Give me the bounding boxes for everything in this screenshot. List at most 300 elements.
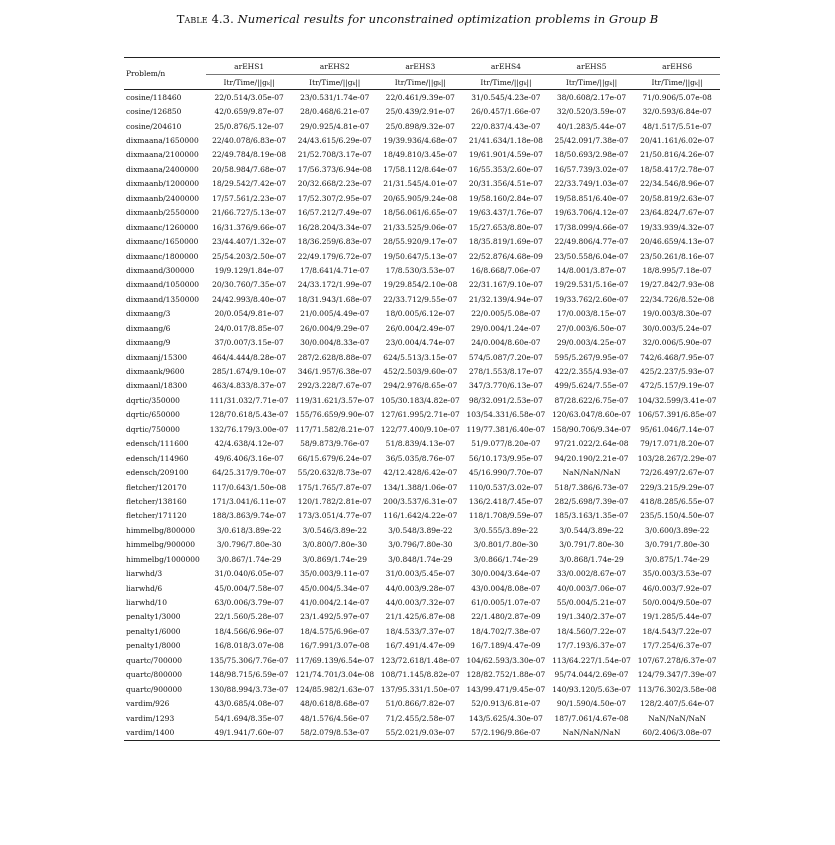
- result-cell: 171/3.041/6.11e-07: [212, 496, 287, 506]
- result-cell: 35/0.003/9.11e-07: [300, 569, 370, 579]
- solver-header-2: arEHS2: [292, 58, 378, 75]
- solver-header-1: arEHS1: [206, 58, 292, 75]
- subheader-4: Itr/Time/||gₖ||: [463, 75, 549, 90]
- result-cell: 17/7.254/6.37e-07: [642, 641, 712, 651]
- result-cell: 63/0.006/3.79e-07: [214, 598, 284, 608]
- result-cell: 31/0.003/5.45e-07: [385, 569, 455, 579]
- problem-cell: dixmaana/1650000: [126, 136, 199, 146]
- result-cell: 18/4.566/6.96e-07: [214, 626, 284, 636]
- result-cell: 20/65.905/9.24e-08: [383, 193, 458, 203]
- result-cell: 23/44.407/1.32e-07: [212, 237, 287, 247]
- table-row: [124, 465, 720, 479]
- result-cell: 16/55.353/2.60e-07: [468, 164, 543, 174]
- result-cell: 3/0.875/1.74e-29: [644, 554, 710, 564]
- solver-header-4: arEHS4: [463, 58, 549, 75]
- result-cell: 24/43.615/6.29e-07: [297, 136, 372, 146]
- result-cell: 3/0.618/3.89e-22: [216, 525, 282, 535]
- result-cell: 16/57.212/7.49e-07: [297, 208, 372, 218]
- result-cell: 21/66.727/5.13e-07: [212, 208, 287, 218]
- problem-cell: fletcher/120170: [126, 482, 187, 492]
- table-row: [124, 437, 720, 451]
- result-cell: 21/1.425/6.87e-08: [385, 612, 455, 622]
- result-cell: 22/49.806/4.77e-07: [554, 237, 629, 247]
- result-cell: 23/1.492/5.97e-07: [300, 612, 370, 622]
- result-cell: 45/0.004/7.58e-07: [214, 583, 284, 593]
- problem-cell: edensch/111600: [126, 439, 189, 449]
- problem-cell: quartc/800000: [126, 670, 183, 680]
- result-cell: 42/0.659/9.87e-07: [214, 107, 284, 117]
- result-cell: 51/8.839/4.13e-07: [385, 439, 455, 449]
- result-cell: 188/3.863/9.74e-07: [212, 511, 287, 521]
- result-cell: 173/3.051/4.77e-07: [297, 511, 372, 521]
- problem-cell: dixmaanc/1800000: [126, 251, 199, 261]
- problem-cell: dixmaang/3: [126, 309, 171, 319]
- result-cell: 21/33.525/9.06e-07: [383, 222, 458, 232]
- problem-cell: dixmaanb/2550000: [126, 208, 200, 218]
- result-cell: 52/0.913/6.81e-07: [471, 699, 541, 709]
- result-cell: 18/36.259/6.83e-07: [297, 237, 372, 247]
- result-cell: 25/42.091/7.38e-07: [554, 136, 629, 146]
- result-cell: 119/31.621/3.57e-07: [295, 395, 375, 405]
- problem-cell: liarwhd/10: [126, 598, 167, 608]
- solver-header-5: arEHS5: [549, 58, 635, 75]
- table-row: [124, 422, 720, 436]
- result-cell: 187/7.061/4.67e-08: [554, 713, 629, 723]
- result-cell: 110/0.537/3.02e-07: [468, 482, 543, 492]
- result-cell: 18/29.542/7.42e-07: [212, 179, 287, 189]
- problem-cell: dixmaang/9: [126, 338, 171, 348]
- table-row: [124, 364, 720, 378]
- result-cell: 21/0.005/4.49e-07: [300, 309, 370, 319]
- result-cell: 742/6.468/7.95e-07: [640, 352, 715, 362]
- result-cell: 113/64.227/1.54e-07: [552, 655, 631, 665]
- results-table: [124, 58, 720, 741]
- result-cell: 42/4.638/4.12e-07: [214, 439, 284, 449]
- problem-cell: dixmaand/1050000: [126, 280, 200, 290]
- problem-cell: liarwhd/6: [126, 583, 163, 593]
- problem-cell: vardim/926: [126, 699, 170, 709]
- result-cell: 17/38.099/4.66e-07: [554, 222, 629, 232]
- table-row: [124, 162, 720, 176]
- result-cell: 79/17.071/8.20e-07: [640, 439, 715, 449]
- problem-cell: dixmaang/6: [126, 323, 171, 333]
- result-cell: 20/30.760/7.35e-07: [212, 280, 287, 290]
- result-cell: 463/4.833/8.37e-07: [212, 381, 287, 391]
- problem-cell: dqrtic/350000: [126, 395, 180, 405]
- result-cell: 25/0.439/2.91e-07: [385, 107, 455, 117]
- result-cell: 287/2.628/8.88e-07: [297, 352, 372, 362]
- table-row: [124, 480, 720, 494]
- result-cell: 14/8.001/3.87e-07: [556, 265, 627, 275]
- result-cell: 87/28.622/6.75e-07: [554, 395, 629, 405]
- result-cell: 45/16.990/7.70e-07: [468, 468, 543, 478]
- table-body: [124, 90, 720, 741]
- result-cell: 3/0.867/1.74e-29: [216, 554, 282, 564]
- result-cell: 36/5.035/8.76e-07: [385, 453, 455, 463]
- result-cell: 17/57.561/2.23e-07: [212, 193, 287, 203]
- result-cell: 30/0.004/8.33e-07: [300, 338, 370, 348]
- table-row: [124, 725, 720, 740]
- table-row: [124, 191, 720, 205]
- result-cell: 3/0.796/7.80e-30: [388, 540, 453, 550]
- problem-cell: dixmaanc/1260000: [126, 222, 199, 232]
- result-cell: 15/27.653/8.80e-07: [468, 222, 543, 232]
- result-cell: 292/3.228/7.67e-07: [297, 381, 372, 391]
- result-cell: 29/0.003/4.25e-07: [556, 338, 627, 348]
- result-cell: NaN/NaN/NaN: [648, 713, 707, 723]
- table-row: [124, 177, 720, 191]
- result-cell: 32/0.006/5.90e-07: [642, 338, 712, 348]
- result-cell: 200/3.537/6.31e-07: [383, 496, 458, 506]
- table-row: [124, 292, 720, 306]
- result-cell: 19/50.647/5.13e-07: [383, 251, 458, 261]
- result-cell: 120/63.047/8.60e-07: [552, 410, 631, 420]
- table-row: [124, 307, 720, 321]
- result-cell: 17/58.112/8.64e-07: [383, 164, 458, 174]
- table-row: [124, 119, 720, 133]
- result-cell: 3/0.791/7.80e-30: [644, 540, 710, 550]
- result-cell: 24/33.172/1.99e-07: [297, 280, 372, 290]
- result-cell: 148/98.715/6.59e-07: [209, 670, 289, 680]
- result-cell: 42/12.428/6.42e-07: [383, 468, 458, 478]
- problem-cell: himmelbg/1000000: [126, 554, 200, 564]
- result-cell: 16/7.991/3.07e-08: [300, 641, 370, 651]
- result-cell: 17/0.003/8.15e-07: [556, 309, 627, 319]
- result-cell: 95/61.046/7.14e-07: [640, 424, 715, 434]
- result-cell: 294/2.976/8.65e-07: [383, 381, 458, 391]
- result-cell: 137/95.331/1.50e-07: [380, 684, 460, 694]
- problem-cell: dixmaank/9600: [126, 367, 185, 377]
- result-cell: 19/39.936/4.68e-07: [383, 136, 458, 146]
- result-cell: 175/1.765/7.87e-07: [297, 482, 372, 492]
- problem-cell: dixmaanb/1200000: [126, 179, 200, 189]
- subheader-3: Itr/Time/||gₖ||: [378, 75, 464, 90]
- result-cell: 18/4.560/7.22e-07: [556, 626, 627, 636]
- table-row: [124, 696, 720, 710]
- table-row: [124, 595, 720, 609]
- result-cell: 31/0.040/6.05e-07: [214, 569, 284, 579]
- result-cell: 127/61.995/2.71e-07: [380, 410, 460, 420]
- result-cell: 56/10.173/9.95e-07: [468, 453, 543, 463]
- result-cell: 107/67.278/6.37e-07: [637, 655, 717, 665]
- table-row: [124, 90, 720, 105]
- result-cell: 235/5.150/4.50e-07: [640, 511, 715, 521]
- table-row: [124, 379, 720, 393]
- result-cell: 66/15.679/6.24e-07: [297, 453, 372, 463]
- result-cell: 3/0.546/3.89e-22: [302, 525, 367, 535]
- result-cell: 32/0.520/3.59e-07: [556, 107, 627, 117]
- problem-cell: cosine/118460: [126, 92, 182, 102]
- table-row: [124, 350, 720, 364]
- result-cell: 16/7.189/4.47e-09: [471, 641, 541, 651]
- result-cell: 18/4.543/7.22e-07: [642, 626, 712, 636]
- result-cell: 57/2.196/9.86e-07: [463, 725, 549, 740]
- result-cell: 55/0.004/5.21e-07: [556, 598, 627, 608]
- result-cell: 18/31.943/1.68e-07: [297, 294, 372, 304]
- result-cell: 58/2.079/8.53e-07: [292, 725, 378, 740]
- result-cell: 624/5.513/3.15e-07: [383, 352, 458, 362]
- result-cell: 31/0.545/4.23e-07: [471, 92, 541, 102]
- result-cell: 19/9.129/1.84e-07: [214, 265, 284, 275]
- problem-cell: dixmaana/2100000: [126, 150, 199, 160]
- problem-column-header: Problem/n: [124, 58, 206, 90]
- result-cell: 22/49.784/8.19e-08: [212, 150, 287, 160]
- result-cell: 16/7.491/4.47e-09: [385, 641, 455, 651]
- table-row: [124, 566, 720, 580]
- result-cell: 40/0.003/7.06e-07: [556, 583, 627, 593]
- table-row: [124, 234, 720, 248]
- result-cell: 19/33.762/2.60e-07: [554, 294, 629, 304]
- result-cell: NaN/NaN/NaN: [549, 725, 635, 740]
- result-cell: 155/76.659/9.90e-07: [295, 410, 375, 420]
- table-caption: [0, 12, 835, 26]
- subheader-1: Itr/Time/||gₖ||: [206, 75, 292, 90]
- table-row: [124, 335, 720, 349]
- result-cell: 71/0.906/5.07e-08: [642, 92, 712, 102]
- result-cell: 22/1.560/5.28e-07: [214, 612, 284, 622]
- problem-cell: quartc/700000: [126, 655, 183, 665]
- result-cell: 21/52.708/3.17e-07: [297, 150, 372, 160]
- problem-cell: himmelbg/900000: [126, 540, 196, 550]
- problem-cell: penalty1/6000: [126, 626, 181, 636]
- table-row: [124, 581, 720, 595]
- problem-cell: himmelbg/800000: [126, 525, 196, 535]
- problem-cell: dixmaanj/15300: [126, 352, 188, 362]
- result-cell: 123/72.618/1.48e-07: [380, 655, 460, 665]
- result-cell: 117/69.139/6.54e-07: [295, 655, 375, 665]
- table-row: [124, 206, 720, 220]
- result-cell: 17/7.193/6.37e-07: [556, 641, 627, 651]
- result-cell: 113/76.302/3.58e-08: [637, 684, 717, 694]
- problem-cell: dixmaanl/18300: [126, 381, 188, 391]
- result-cell: 132/76.179/3.00e-07: [209, 424, 289, 434]
- result-cell: 136/2.418/7.45e-07: [468, 496, 543, 506]
- result-cell: 19/1.285/5.44e-07: [642, 612, 712, 622]
- result-cell: 17/52.307/2.95e-07: [297, 193, 372, 203]
- result-cell: 44/0.003/9.28e-07: [385, 583, 455, 593]
- problem-cell: penalty1/8000: [126, 641, 181, 651]
- result-cell: 26/0.004/2.49e-07: [385, 323, 455, 333]
- problem-cell: fletcher/171120: [126, 511, 187, 521]
- result-cell: 472/5.157/9.19e-07: [640, 381, 715, 391]
- result-cell: 119/77.381/6.40e-07: [466, 424, 546, 434]
- table-row: [124, 263, 720, 277]
- result-cell: 19/1.340/2.37e-07: [556, 612, 627, 622]
- table-row: [124, 711, 720, 725]
- result-cell: 140/93.120/5.63e-07: [552, 684, 631, 694]
- result-cell: 61/0.005/1.07e-07: [471, 598, 541, 608]
- problem-cell: liarwhd/3: [126, 569, 163, 579]
- result-cell: 23/50.261/8.16e-07: [640, 251, 715, 261]
- result-cell: 24/0.017/8.85e-07: [214, 323, 284, 333]
- result-cell: 23/0.004/4.74e-07: [385, 338, 455, 348]
- result-cell: 71/2.455/2.58e-07: [385, 713, 455, 723]
- result-cell: 58/9.873/9.76e-07: [300, 439, 370, 449]
- table-row: [124, 552, 720, 566]
- result-cell: 22/1.480/2.87e-09: [471, 612, 541, 622]
- result-cell: 103/28.267/2.29e-07: [637, 453, 717, 463]
- result-cell: 20/58.984/7.68e-07: [212, 164, 287, 174]
- result-cell: 425/2.237/5.93e-07: [640, 367, 715, 377]
- result-cell: 17/8.641/4.71e-07: [300, 265, 370, 275]
- result-cell: 21/41.634/1.18e-08: [468, 136, 543, 146]
- result-cell: 46/0.003/7.92e-07: [642, 583, 712, 593]
- result-cell: 19/29.531/5.16e-07: [554, 280, 629, 290]
- result-cell: 452/2.503/9.60e-07: [383, 367, 458, 377]
- result-cell: 26/0.004/9.29e-07: [300, 323, 370, 333]
- problem-cell: fletcher/138160: [126, 496, 187, 506]
- result-cell: 499/5.624/7.55e-07: [554, 381, 629, 391]
- result-cell: 60/2.406/3.08e-07: [634, 725, 720, 740]
- result-cell: 3/0.801/7.80e-30: [473, 540, 539, 550]
- result-cell: 3/0.548/3.89e-22: [388, 525, 453, 535]
- result-cell: 22/31.167/9.10e-07: [468, 280, 543, 290]
- result-cell: 18/35.819/1.69e-07: [468, 237, 543, 247]
- result-cell: 464/4.444/8.28e-07: [212, 352, 287, 362]
- result-cell: 16/8.018/3.07e-08: [214, 641, 284, 651]
- result-cell: 49/1.941/7.60e-07: [206, 725, 292, 740]
- result-cell: 49/6.406/3.16e-07: [214, 453, 284, 463]
- table-row: [124, 639, 720, 653]
- result-cell: 229/3.215/9.29e-07: [640, 482, 715, 492]
- problem-cell: dixmaand/300000: [126, 265, 195, 275]
- result-cell: 518/7.386/6.73e-07: [554, 482, 629, 492]
- result-cell: 21/50.816/4.26e-07: [640, 150, 715, 160]
- result-cell: 3/0.869/1.74e-29: [302, 554, 367, 564]
- result-cell: 278/1.553/8.17e-07: [468, 367, 543, 377]
- result-cell: 48/1.576/4.56e-07: [300, 713, 370, 723]
- result-cell: 19/33.939/4.32e-07: [640, 222, 715, 232]
- result-cell: 104/62.593/3.30e-07: [466, 655, 546, 665]
- table-row: [124, 321, 720, 335]
- result-cell: 43/0.004/8.08e-07: [471, 583, 541, 593]
- result-cell: 20/31.356/4.51e-07: [468, 179, 543, 189]
- result-cell: 40/1.283/5.44e-07: [556, 121, 627, 131]
- result-cell: 19/58.851/6.40e-07: [554, 193, 629, 203]
- result-cell: 20/41.161/6.02e-07: [640, 136, 715, 146]
- result-cell: 30/0.004/3.64e-07: [471, 569, 541, 579]
- result-cell: 24/42.993/8.40e-07: [212, 294, 287, 304]
- subheader-2: Itr/Time/||gₖ||: [292, 75, 378, 90]
- table-row: [124, 133, 720, 147]
- problem-cell: edensch/209100: [126, 468, 189, 478]
- result-cell: 106/57.391/6.85e-07: [637, 410, 717, 420]
- table-caption-label: Table 4.3.: [176, 12, 234, 26]
- problem-cell: dqrtic/750000: [126, 424, 180, 434]
- result-cell: 346/1.957/6.38e-07: [297, 367, 372, 377]
- result-cell: 347/3.770/6.13e-07: [468, 381, 543, 391]
- result-cell: 23/64.824/7.67e-07: [640, 208, 715, 218]
- result-cell: 3/0.800/7.80e-30: [302, 540, 367, 550]
- table-row: [124, 610, 720, 624]
- table-row: [124, 249, 720, 263]
- result-cell: 20/58.819/2.63e-07: [640, 193, 715, 203]
- result-cell: 28/55.920/9.17e-07: [383, 237, 458, 247]
- problem-cell: quartc/900000: [126, 684, 183, 694]
- subheader-6: Itr/Time/||gₖ||: [634, 75, 720, 90]
- result-cell: 72/26.497/2.67e-07: [640, 468, 715, 478]
- result-cell: 116/1.642/4.22e-07: [383, 511, 458, 521]
- problem-cell: dixmaanb/2400000: [126, 193, 200, 203]
- problem-cell: dixmaanc/1650000: [126, 237, 199, 247]
- table-row: [124, 668, 720, 682]
- result-cell: 55/20.632/8.73e-07: [297, 468, 372, 478]
- result-cell: 18/56.061/6.65e-07: [383, 208, 458, 218]
- result-cell: 43/0.685/4.08e-07: [214, 699, 284, 709]
- problem-cell: dixmaana/2400000: [126, 164, 199, 174]
- result-cell: 23/50.558/6.04e-07: [554, 251, 629, 261]
- table-row: [124, 682, 720, 696]
- result-cell: 111/31.032/7.71e-07: [209, 395, 289, 405]
- result-cell: 29/0.925/4.81e-07: [300, 121, 370, 131]
- result-cell: 28/0.468/6.21e-07: [300, 107, 370, 117]
- result-cell: 37/0.007/3.15e-07: [214, 338, 284, 348]
- result-cell: 19/29.854/2.10e-08: [383, 280, 458, 290]
- problem-cell: cosine/126850: [126, 107, 182, 117]
- result-cell: 19/61.901/4.59e-07: [468, 150, 543, 160]
- problem-cell: penalty1/3000: [126, 612, 181, 622]
- result-cell: 19/63.706/4.12e-07: [554, 208, 629, 218]
- result-cell: 128/70.618/5.43e-07: [209, 410, 289, 420]
- result-cell: 120/1.782/2.81e-07: [297, 496, 372, 506]
- result-cell: 158/90.706/9.34e-07: [552, 424, 631, 434]
- result-cell: 23/0.531/1.74e-07: [300, 92, 370, 102]
- table-row: [124, 653, 720, 667]
- table-row: [124, 624, 720, 638]
- result-cell: 117/0.643/1.50e-08: [212, 482, 287, 492]
- problem-cell: vardim/1293: [126, 713, 175, 723]
- result-cell: 3/0.796/7.80e-30: [216, 540, 282, 550]
- result-cell: 50/0.004/9.50e-07: [642, 598, 712, 608]
- table-row: [124, 523, 720, 537]
- result-cell: 26/0.457/1.66e-07: [471, 107, 541, 117]
- result-cell: 18/0.005/6.12e-07: [385, 309, 455, 319]
- result-cell: 17/8.530/3.53e-07: [385, 265, 455, 275]
- subheader-5: Itr/Time/||gₖ||: [549, 75, 635, 90]
- result-cell: 51/9.077/8.20e-07: [471, 439, 541, 449]
- result-cell: 16/31.376/9.66e-07: [212, 222, 287, 232]
- result-cell: 22/0.837/4.43e-07: [471, 121, 541, 131]
- result-cell: 44/0.003/7.32e-07: [385, 598, 455, 608]
- result-cell: 103/54.331/6.58e-07: [466, 410, 546, 420]
- result-cell: 32/0.593/6.84e-07: [642, 107, 712, 117]
- result-cell: 20/32.668/2.23e-07: [297, 179, 372, 189]
- result-cell: 121/74.701/3.04e-08: [295, 670, 375, 680]
- result-cell: 16/57.739/3.02e-07: [554, 164, 629, 174]
- table-caption-text: Numerical results for unconstrained optimization problems in Group B: [237, 12, 659, 26]
- table-row: [124, 509, 720, 523]
- problem-cell: dixmaand/1350000: [126, 294, 200, 304]
- result-cell: 19/0.003/8.30e-07: [642, 309, 712, 319]
- result-cell: 3/0.791/7.80e-30: [559, 540, 624, 550]
- result-cell: 25/0.876/5.12e-07: [214, 121, 284, 131]
- result-cell: 25/0.898/9.32e-07: [385, 121, 455, 131]
- result-cell: 143/5.625/4.30e-07: [468, 713, 543, 723]
- problem-cell: edensch/114960: [126, 453, 189, 463]
- table-row: [124, 220, 720, 234]
- result-cell: 64/25.317/9.70e-07: [212, 468, 287, 478]
- problem-cell: cosine/204610: [126, 121, 182, 131]
- result-cell: 35/0.003/3.53e-07: [642, 569, 712, 579]
- result-cell: 124/79.347/7.39e-07: [637, 670, 717, 680]
- result-cell: 134/1.388/1.06e-07: [383, 482, 458, 492]
- result-cell: 19/63.437/1.76e-07: [468, 208, 543, 218]
- result-cell: 185/3.163/1.35e-07: [554, 511, 629, 521]
- result-cell: 282/5.698/7.39e-07: [554, 496, 629, 506]
- result-cell: 54/1.694/8.35e-07: [214, 713, 284, 723]
- result-cell: 38/0.608/2.17e-07: [556, 92, 627, 102]
- result-cell: 18/58.417/2.78e-07: [640, 164, 715, 174]
